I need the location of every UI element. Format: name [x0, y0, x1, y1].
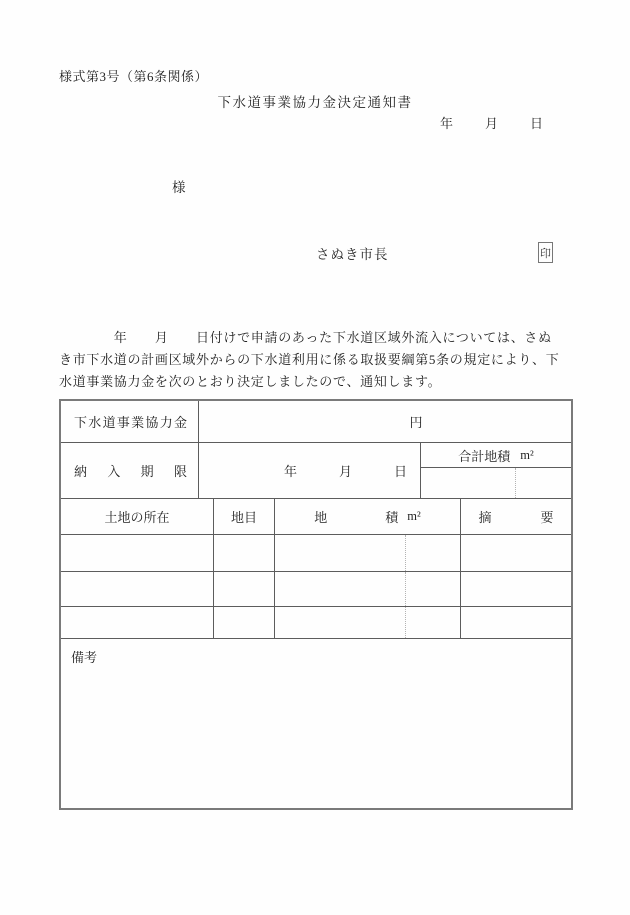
seal-character: 印: [540, 247, 551, 260]
deadline-row: [61, 443, 571, 499]
land-category-header-label: 地目: [230, 510, 257, 525]
issue-date-day-label: 日: [529, 116, 543, 131]
land-location-header: [61, 499, 214, 534]
land-category-header: [214, 499, 275, 534]
deadline-label-char: 納: [74, 464, 88, 479]
body-line-2: き市下水道の計画区域外からの下水道利用に係る取扱要綱第5条の規定により、下: [59, 352, 560, 367]
fee-amount-cell: [199, 401, 571, 442]
land-notes-cell: [461, 607, 571, 638]
body-line-1: 年 月 日付けで申請のあった下水道区域外流入については、さぬ: [59, 330, 552, 345]
land-location-cell: [61, 535, 214, 571]
sender-name: さぬき市長: [316, 247, 389, 262]
decision-form-table: [59, 399, 573, 810]
land-area-header-char: 積: [385, 510, 399, 525]
land-row-2: [61, 572, 571, 607]
land-area-header: [275, 499, 461, 534]
fee-unit-label: 円: [409, 415, 423, 430]
remarks-cell: [61, 639, 571, 810]
total-area-unit: m²: [520, 447, 534, 462]
land-header-row: [61, 499, 571, 535]
land-area-cell: [275, 535, 461, 571]
fee-label-char: 力: [159, 415, 173, 430]
fee-label-char: 下: [74, 415, 88, 430]
deadline-label-char: 期: [140, 464, 154, 479]
body-paragraph: [59, 327, 581, 393]
fee-label: [61, 401, 199, 442]
total-area-cell: [421, 443, 571, 498]
land-notes-header-char: 要: [540, 510, 554, 525]
issue-date-month-label: 月: [484, 116, 498, 131]
total-area-label: 合計地積: [458, 448, 511, 464]
body-line-3: 水道事業協力金を次のとおり決定しましたので、通知します。: [59, 374, 442, 389]
land-row-1: [61, 535, 571, 572]
land-area-cell: [275, 607, 461, 638]
deadline-month-label: 月: [338, 464, 352, 479]
deadline-year-label: 年: [283, 464, 297, 479]
land-notes-cell: [461, 572, 571, 606]
total-area-value-cell: [421, 468, 571, 498]
land-area-cell: [275, 572, 461, 606]
land-category-cell: [214, 607, 275, 638]
land-notes-cell: [461, 535, 571, 571]
land-location-header-label: 土地の所在: [104, 510, 170, 525]
land-location-cell: [61, 572, 214, 606]
fee-label-char: 金: [173, 415, 187, 430]
land-location-cell: [61, 607, 214, 638]
land-area-unit: m²: [407, 509, 421, 523]
addressee-honorific: 様: [172, 180, 186, 195]
fee-row: [61, 401, 571, 443]
land-category-cell: [214, 535, 275, 571]
fee-label-char: 事: [116, 415, 130, 430]
deadline-date-cell: [199, 443, 421, 498]
total-area-header: [421, 443, 571, 468]
land-category-cell: [214, 572, 275, 606]
deadline-label-char: 限: [173, 464, 187, 479]
land-row-3: [61, 607, 571, 639]
fee-label-char: 水: [88, 415, 102, 430]
fee-label-char: 道: [102, 415, 116, 430]
form-number: 様式第3号（第6条関係）: [59, 69, 209, 84]
fee-label-char: 協: [145, 415, 159, 430]
document-title: 下水道事業協力金決定通知書: [217, 95, 413, 110]
remarks-label: 備考: [71, 650, 98, 665]
deadline-label: [61, 443, 199, 498]
land-area-header-char: 地: [314, 510, 328, 525]
remarks-row: [61, 639, 571, 810]
land-notes-header-char: 摘: [478, 510, 492, 525]
land-notes-header: [461, 499, 571, 534]
deadline-label-char: 入: [107, 464, 121, 479]
seal-box: [538, 242, 553, 263]
issue-date-line: [59, 113, 573, 132]
deadline-day-label: 日: [393, 464, 407, 479]
fee-label-char: 業: [131, 415, 145, 430]
issue-date-year-label: 年: [439, 116, 453, 131]
